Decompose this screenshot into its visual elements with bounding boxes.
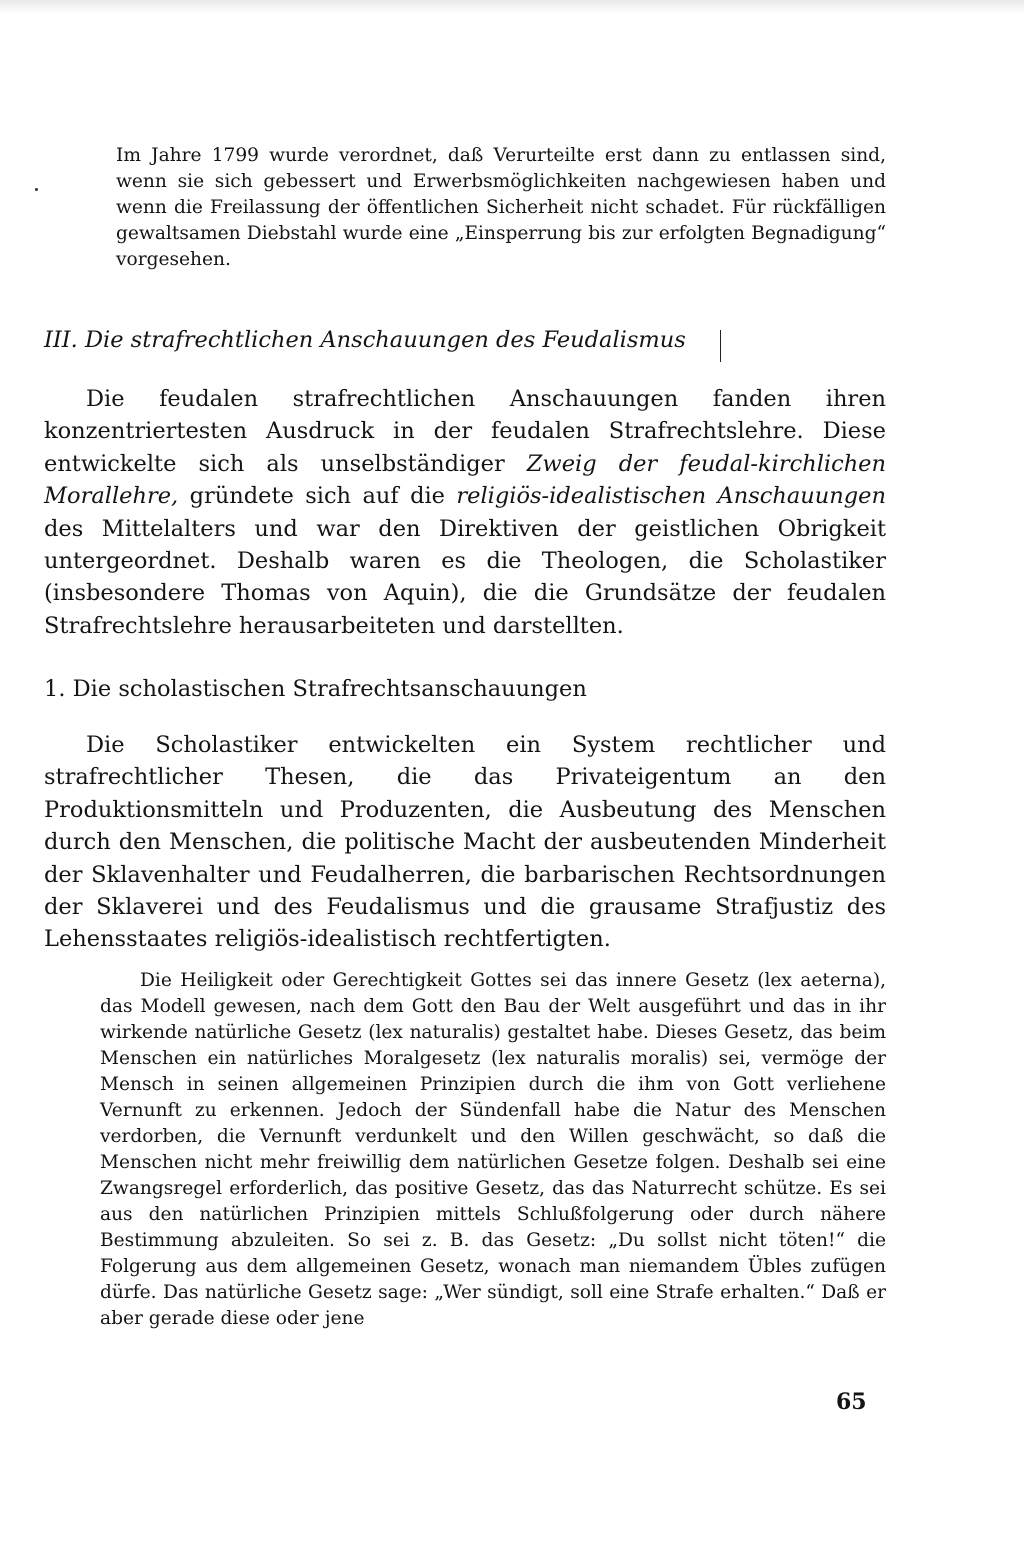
section-heading: III. Die strafrechtlichen Anschauungen des Feudalismus	[44, 327, 686, 353]
intro-text-1: Die feudalen strafrechtlichen Anschauungen fanden ihren konzentriertesten Ausdruck in der feudalen Strafrechtslehre. Diese entwickelte sich als unselbständiger	[44, 386, 886, 477]
page-number: 65	[836, 1389, 867, 1415]
intro-text-2: gründete sich auf die	[178, 483, 457, 510]
margin-mark	[720, 330, 721, 362]
intro-text-3: des Mittelalters und war den Direktiven der geistlichen Obrigkeit untergeordnet. Deshalb waren es die Theologen, die Scholastiker (insbesondere Thomas von Aquin), die die Grundsätze der feudalen Strafrechtslehre herausarbeiteten und darstellten.	[44, 515, 886, 639]
scan-speck	[35, 188, 38, 191]
subsection-heading: 1. Die scholastischen Strafrechtsanschauungen	[44, 676, 587, 702]
intro-emphasis-1: Zweig der feudal-kirchlichen Morallehre,	[44, 450, 886, 510]
intro-emphasis-2: religiös-idealistischen Anschauungen	[456, 483, 886, 510]
note-paragraph-1799: Im Jahre 1799 wurde verordnet, daß Verurteilte erst dann zu entlassen sind, wenn sie sich gebessert und Erwerbsmöglichkeiten nachgewiesen haben und wenn die Freilassung der öffentlichen Sicherheit nicht schadet. Für rückfälligen gewaltsamen Diebstahl wurde eine „Einsperrung bis zur erfolgten Begnadigung“ vorgesehen.	[116, 145, 886, 270]
section-intro-paragraph	[44, 383, 886, 642]
scholastic-doctrine-paragraph: Die Heiligkeit oder Gerechtigkeit Gottes sei das innere Gesetz (lex aeterna), das Modell gewesen, nach dem Gott den Bau der Welt ausgeführt und das in ihr wirkende natürliche Gesetz (lex naturalis) gestaltet habe. Dieses Gesetz, das beim Menschen ein natürliches Moralgesetz (lex naturalis moralis) sei, vermöge der Mensch in seinen allgemeinen Prinzipien durch die ihm von Gott verliehene Vernunft zu erkennen. Jedoch der Sündenfall habe die Natur des Menschen verdorben, die Vernunft verdunkelt und den Willen geschwächt, so daß die Menschen nicht mehr freiwillig dem natürlichen Gesetze folgen. Deshalb sei eine Zwangsregel erforderlich, das positive Gesetz, das das Naturrecht schütze. Es sei aus den natürlichen Prinzipien mittels Schlußfolgerung oder durch nähere Bestimmung abzuleiten. So sei z. B. das Gesetz: „Du sollst nicht töten!“ die Folgerung aus dem allgemeinen Gesetz, wonach man niemandem Übles zufügen dürfe. Das natürliche Gesetz sage: „Wer sündigt, soll eine Strafe erhalten.“ Daß er aber gerade diese oder jene	[100, 970, 886, 1329]
subsection-paragraph: Die Scholastiker entwickelten ein System rechtlicher und strafrechtlicher Thesen, die das Privateigentum an den Produktionsmitteln und Produzenten, die Ausbeutung des Menschen durch den Menschen, die politische Macht der ausbeutenden Minderheit der Sklavenhalter und Feudalherren, die barbarischen Rechtsordnungen der Sklaverei und des Feudalismus und die grausame Strafjustiz des Lehensstaates religiös-idealistisch rechtfertigten.	[44, 732, 886, 953]
